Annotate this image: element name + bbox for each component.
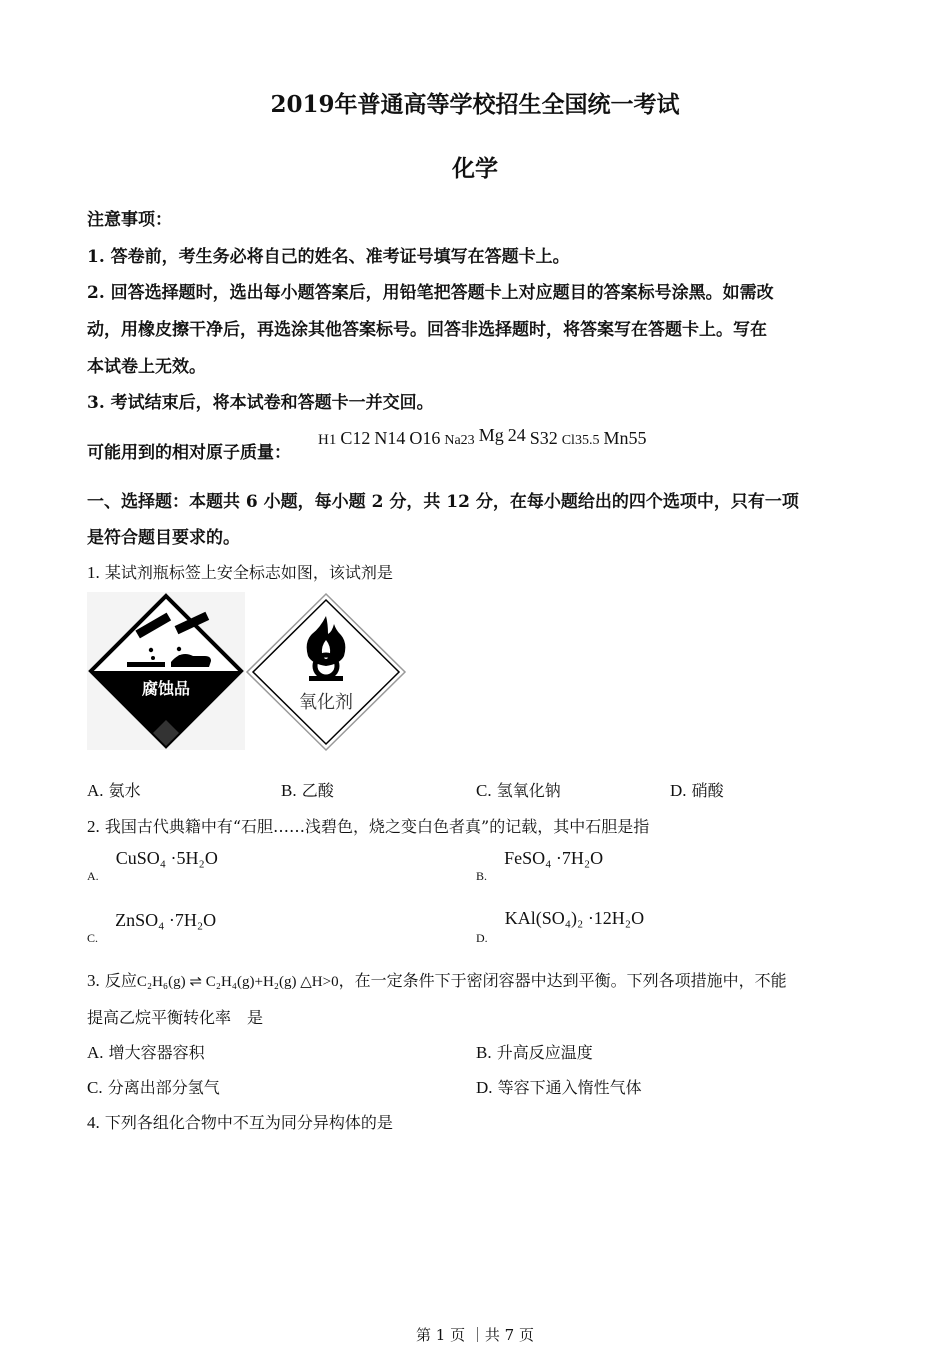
- corrosive-sign: [87, 592, 245, 750]
- q3-option-c[interactable]: C. 分离出部分氢气: [87, 1078, 220, 1097]
- atomic-mass-label: 可能用到的相对原子质量：: [87, 443, 291, 463]
- q1-option-b[interactable]: B. 乙酸: [281, 781, 334, 800]
- section-1-line-1: 一、选择题：本题共 6 小题，每小题 2 分，共 12 分，在每小题给出的四个选项中，只有一项: [87, 492, 799, 512]
- q3-option-b[interactable]: B. 升高反应温度: [476, 1043, 593, 1062]
- subject-title: 化学: [452, 155, 498, 182]
- q1-option-c[interactable]: C. 氢氧化钠: [476, 781, 561, 800]
- q2-option-a[interactable]: $_{A.}$ CuSO₄ ·5H₂O: [87, 848, 218, 883]
- oxidizer-icon: [245, 592, 407, 752]
- question-3-stem: 3. 反应C₂H₆(g) ⇌ C₂H₄(g)+H₂(g) △H>0，在一定条件下于密闭容器中达到平衡。下列各项措施中，不能: [87, 971, 787, 990]
- oxidizer-label: 氧化剂: [299, 692, 353, 713]
- q3-option-a[interactable]: A. 增大容器容积: [87, 1043, 205, 1062]
- corrosive-icon: [87, 592, 245, 750]
- question-1-stem: 1. 某试剂瓶标签上安全标志如图，该试剂是: [87, 563, 393, 582]
- oxidizer-sign: [245, 592, 407, 752]
- q2-option-b[interactable]: $_{B.}$ FeSO₄ ·7H₂O: [476, 848, 604, 883]
- question-4-stem: 4. 下列各组化合物中不互为同分异构体的是: [87, 1113, 393, 1132]
- section-1-line-2: 是符合题目要求的。: [87, 528, 240, 548]
- corrosive-label: 腐蚀品: [141, 679, 190, 698]
- question-2-stem: 2. 我国古代典籍中有“石胆……浅碧色，烧之变白色者真”的记载，其中石胆是指: [87, 817, 650, 836]
- page-number: 第 1 页 ｜共 7 页: [416, 1326, 534, 1344]
- exam-title: 2019年普通高等学校招生全国统一考试: [270, 91, 680, 118]
- atomic-mass-list: H1 C12 N14 O16 Na23 Mg 24 S32 Cl35.5 Mn55: [318, 425, 647, 448]
- notice-item-3: 3. 考试结束后，将本试卷和答题卡一并交回。: [87, 393, 434, 413]
- q3-option-d[interactable]: D. 等容下通入惰性气体: [476, 1078, 642, 1097]
- reaction-equation: C₂H₆(g) ⇌ C₂H₄(g)+H₂(g) △H>0: [136, 974, 339, 990]
- q1-option-a[interactable]: A. 氨水: [87, 781, 141, 800]
- q2-option-c[interactable]: $_{C.}$ ZnSO₄ ·7H₂O: [87, 910, 217, 945]
- notice-heading: 注意事项：: [87, 210, 172, 230]
- question-3-line-2: 提高乙烷平衡转化率 是: [87, 1008, 264, 1027]
- notice-item-2-line-1: 2. 回答选择题时，选出每小题答案后，用铅笔把答题卡上对应题目的答案标号涂黑。如需改: [87, 283, 774, 303]
- notice-item-2-line-2: 动，用橡皮擦干净后，再选涂其他答案标号。回答非选择题时，将答案写在答题卡上。写在: [87, 320, 767, 340]
- notice-item-2-line-3: 本试卷上无效。: [87, 357, 206, 377]
- q1-option-d[interactable]: D. 硝酸: [670, 781, 724, 800]
- q2-option-d[interactable]: $_{D.}$ KAl(SO₄)₂ ·12H₂O: [476, 908, 645, 945]
- notice-item-1: 1. 答卷前，考生务必将自己的姓名、准考证号填写在答题卡上。: [87, 247, 570, 267]
